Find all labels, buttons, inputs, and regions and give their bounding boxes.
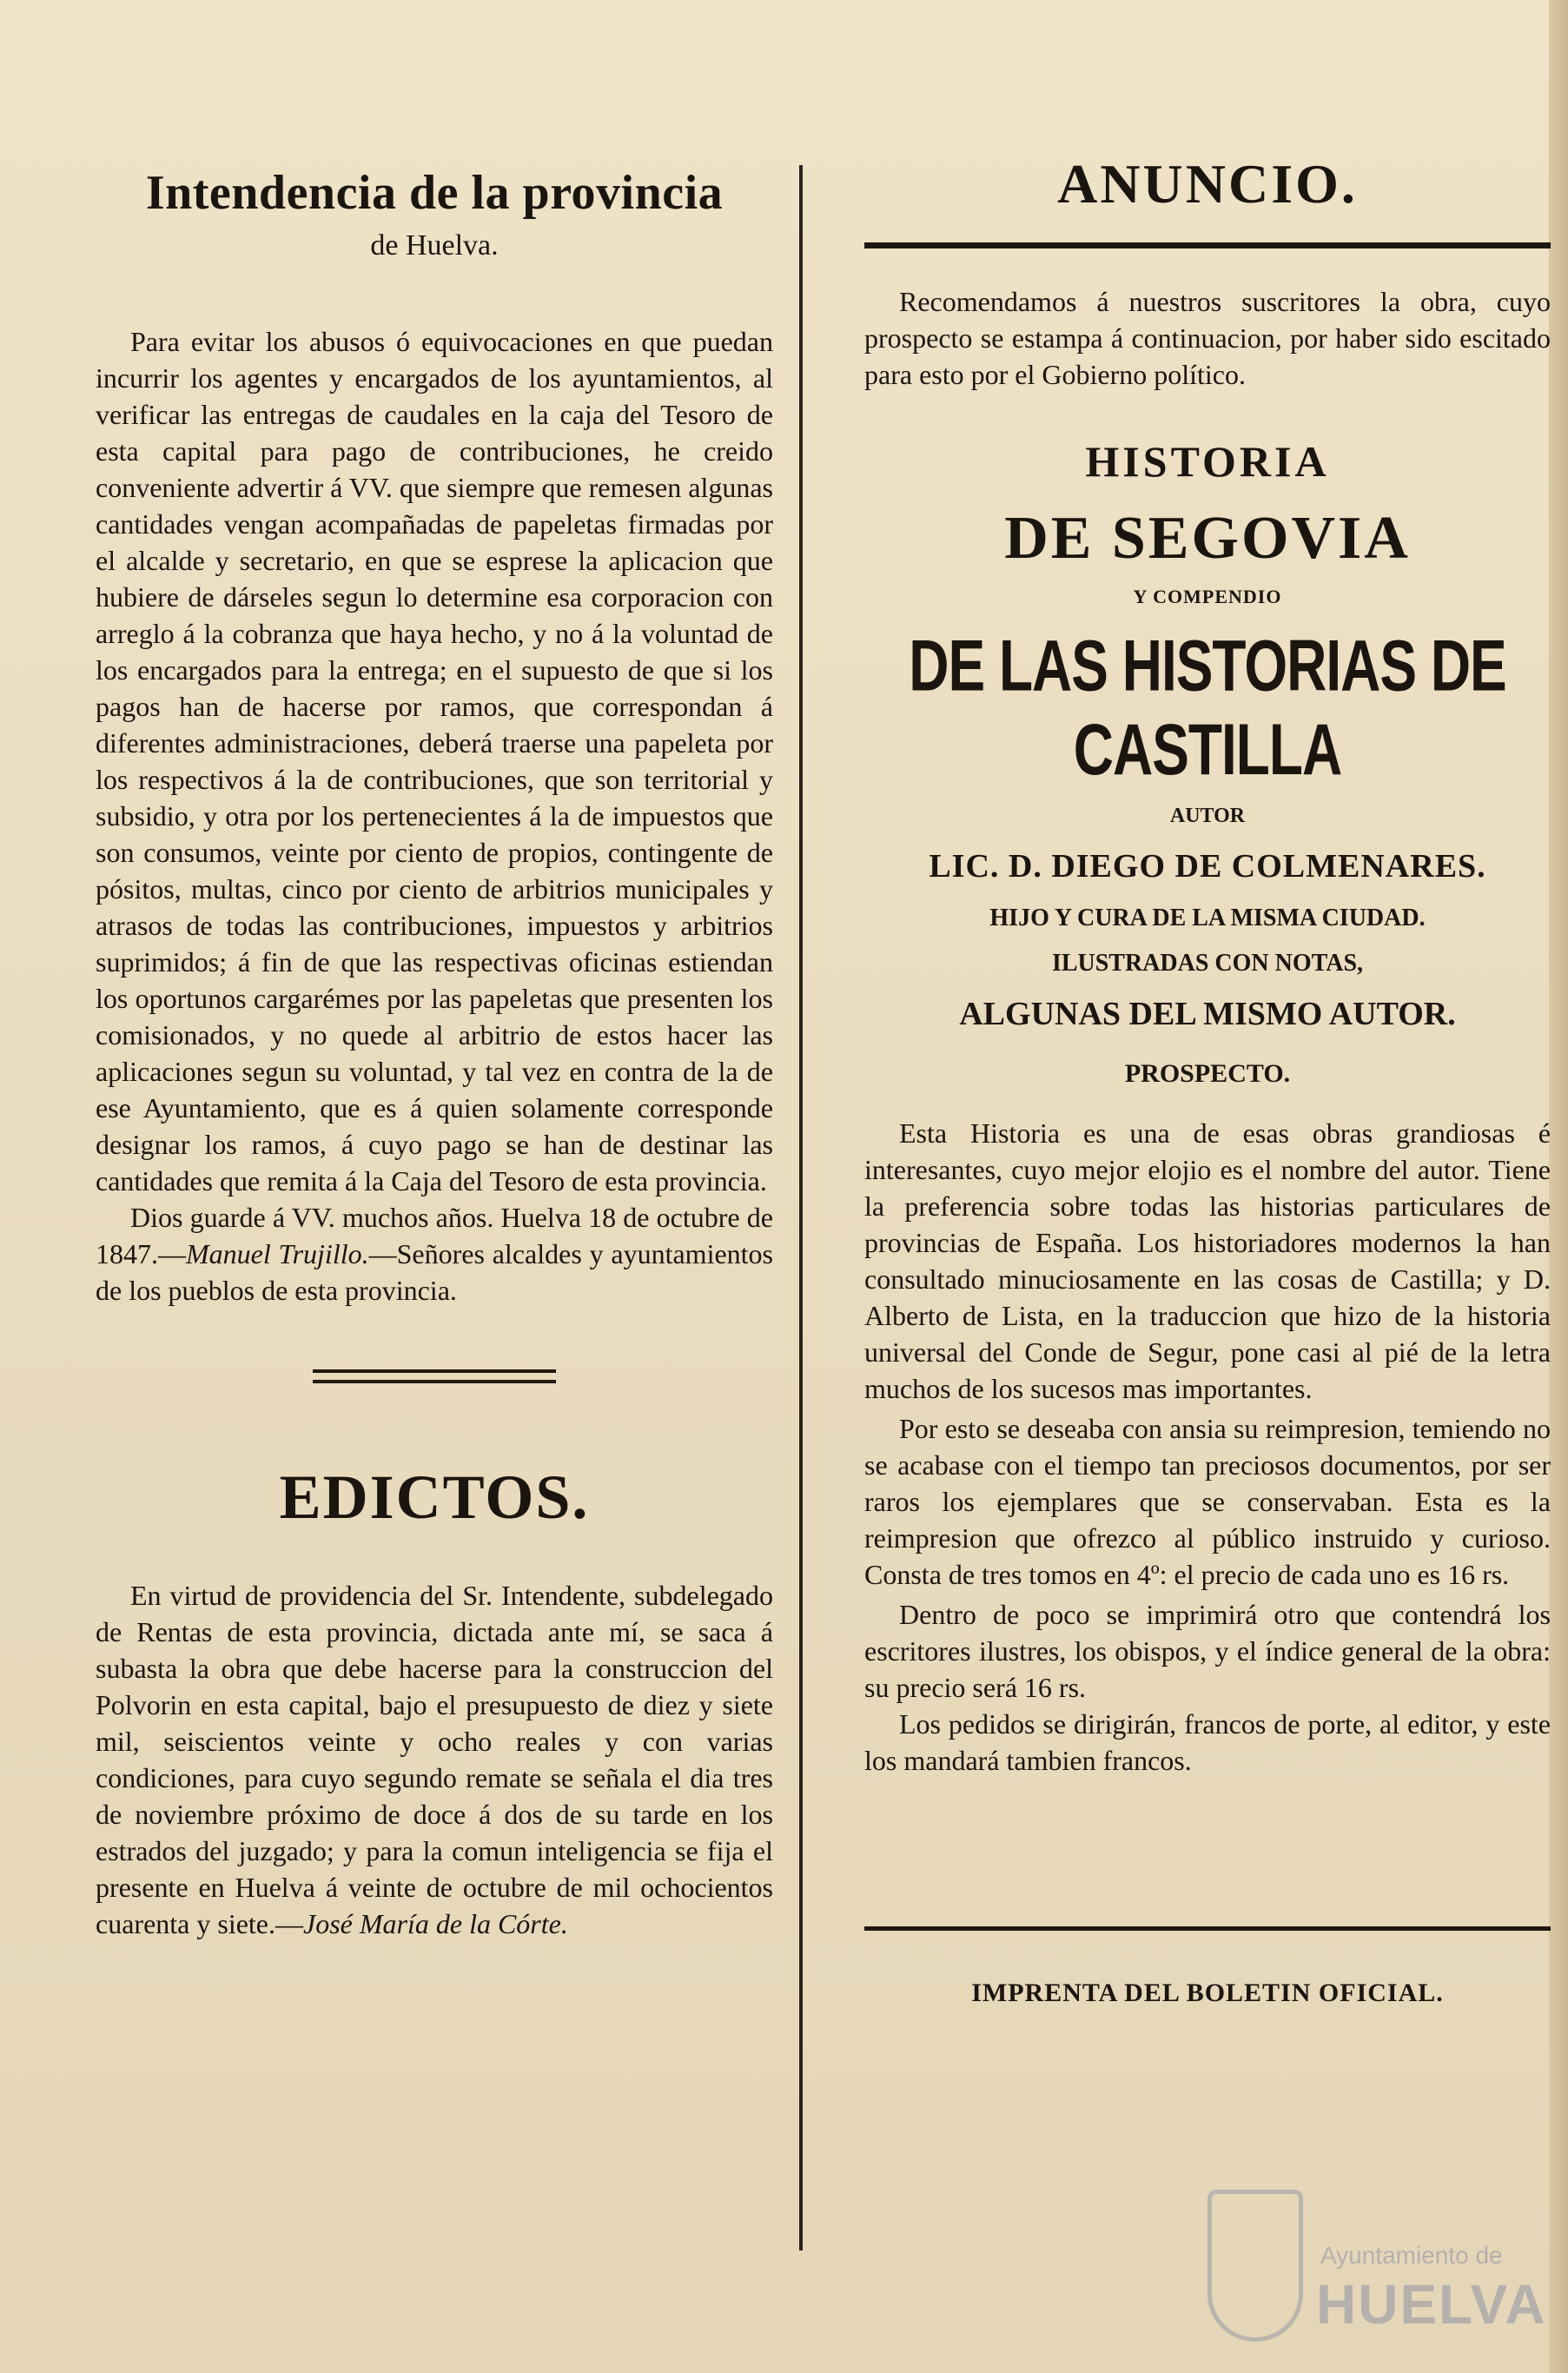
footer-rule (864, 1926, 1551, 1931)
left-column (96, 165, 773, 1942)
ornament-rule (313, 1369, 556, 1383)
closing-addressees: —Señores alcaldes y ayuntamientos de los pueblos de esta provincia. (96, 1238, 774, 1306)
autor-label: AUTOR (1169, 805, 1246, 827)
prospecto-paragraph-1: Esta Historia es una de esas obras grandiosas é interesantes, cuyo mejor elojio es el nombre del autor. Tiene la preferencia sobre todas las historias particulares de provincias de España. Los historiadores modernos la han consultado minuciosamente en las cosas de Castilla; y D. Alberto de Lista, en la traduccion que hizo de la historia universal del Conde de Segur, pone casi al pié de la letra muchos de los sucesos mas importantes. (864, 1117, 1551, 1404)
stamp-line-1: Ayuntamiento de (1320, 2242, 1503, 2269)
shield-icon (1207, 2190, 1303, 2342)
intendencia-body: Para evitar los abusos ó equivocaciones en que puedan incurrir los agentes y encargados de los ayuntamientos, al verificar las entregas de caudales en la caja del Tesoro de esta capital para pago de contribuciones, he creido conveniente advertir á VV. que siempre que remesen algunas cantidades vengan acompañadas de papeletas firmadas por el alcalde y secretario, en que se esprese la aplicacion que hubiere de dárseles segun lo determine esa corporacion con arreglo á la cobranza que haya hecho, y no á la voluntad de los encargados para la entrega; en el supuesto de que si los pagos han de hacerse por ramos, que correspondan á diferentes administraciones, deberá traerse una papeleta por los respectivos á la de contribuciones, que son territorial y subsidio, y otra por los pertenecientes á la de impuestos que son consumos, veinte por ciento de propios, contingente de pósitos, multas, cinco por ciento de arbitrios municipales y atrasos de todas las contribuciones, impuestos y arbitrios suprimidos; á fin de que las respectivas oficinas estiendan los oportunos cargarémes por las papeletas que presenten los comisionados, y no quede al arbitrio de estos hacer las aplicaciones segun su voluntad, y tal vez en contra de la de ese Ayuntamiento, que es á quien solamente corresponde designar los ramos, á cuyo pago se han de destinar las cantidades que remita á la Caja del Tesoro de esta provincia. (96, 326, 773, 1196)
historia-title: HISTORIA (1085, 437, 1330, 486)
ilustradas-line: ILUSTRADAS CON NOTAS, (1051, 950, 1364, 977)
edicto-text: En virtud de providencia del Sr. Intendente, subdelegado de Rentas de esta provincia, dictada ante mí, se saca á subasta la obra que debe hacerse para la construccion del Polvorin en esta capital, bajo el presupuesto de diez y siete mil, seiscientos veinte y ocho reales y con varias condiciones, para cuyo segundo remate se señala el dia tres de noviembre próximo de doce á dos de su tarde en los estrados del juzgado; y para la comun inteligencia se fija el presente en Huelva á veinte de octubre de mil ochocientos cuarenta y siete. (96, 1580, 773, 1939)
signature: Manuel Trujillo. (186, 1238, 369, 1269)
intendencia-subheading: de Huelva. (370, 229, 499, 262)
intendencia-closing (96, 1199, 773, 1309)
anuncio-intro: Recomendamos á nuestros suscritores la obra, cuyo prospecto se estampa á continuacion, por haber sido escitado para esto por el Gobierno político. (864, 286, 1551, 390)
stamp-line-2: HUELVA (1316, 2273, 1547, 2336)
castilla-title: DE LAS HISTORIAS DE CASTILLA (909, 625, 1506, 791)
closing-text: Dios guarde á VV. muchos años. Huelva 18 de octubre de 1847. (96, 1202, 773, 1269)
watermark-stamp (1207, 2181, 1547, 2355)
edicto-separator: — (275, 1908, 303, 1939)
segovia-title: DE SEGOVIA (1004, 505, 1411, 572)
prospecto-paragraph-3: Dentro de poco se imprimirá otro que contendrá los escritores ilustres, los obispos, y el índice general de la obra: su precio será 16 rs. (864, 1599, 1551, 1703)
prospecto-paragraph-2: Por esto se deseaba con ansia su reimpresion, temiendo no se acabase con el tiempo tan preciosos documentos, por ser raros los ejemplares que se conservaban. Esta es la reimpresion que ofrezco al público instruido y curioso. Consta de tres tomos en 4º: el precio de cada uno es 16 rs. (864, 1413, 1551, 1590)
compendio-label: Y COMPENDIO (1133, 586, 1282, 607)
author-description: HIJO Y CURA DE LA MISMA CIUDAD. (989, 905, 1426, 931)
imprenta-line: IMPRENTA DEL BOLETIN OFICIAL. (971, 1979, 1444, 2007)
page-edge (1549, 0, 1568, 2373)
prospecto-paragraph-4: Los pedidos se dirigirán, francos de porte, al editor, y este los mandará tambien francos. (864, 1708, 1551, 1776)
anuncio-heading: ANUNCIO. (1057, 153, 1358, 215)
closing-separator: — (158, 1238, 186, 1269)
edicto-body (96, 1577, 773, 1942)
prospecto-heading: PROSPECTO. (1124, 1059, 1291, 1088)
right-column (864, 152, 1551, 2008)
edicto-signature: José María de la Córte. (303, 1908, 568, 1939)
algunas-line: ALGUNAS DEL MISMO AUTOR. (959, 996, 1456, 1032)
edictos-heading: EDICTOS. (279, 1462, 590, 1532)
intendencia-heading: Intendencia de la provincia (145, 166, 724, 220)
column-divider (799, 165, 803, 2250)
anuncio-rule (864, 242, 1551, 249)
author-name: LIC. D. DIEGO DE COLMENARES. (929, 848, 1486, 885)
